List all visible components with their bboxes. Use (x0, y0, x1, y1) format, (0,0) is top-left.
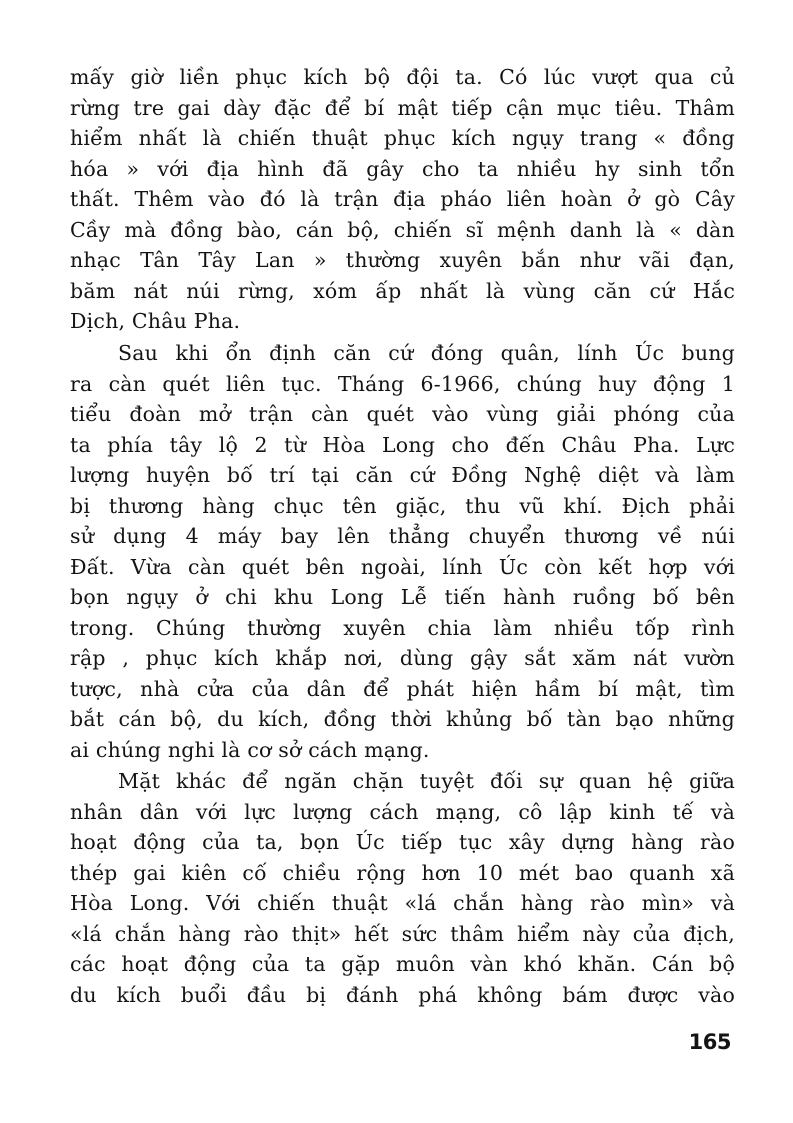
paragraph-3 (70, 766, 735, 1010)
paragraph-2-line-10: trong. Chúng thường xuyên chia làm nhiều tốp rình (70, 615, 735, 640)
paragraph-2-line-4: ta phía tây lộ 2 từ Hòa Long cho đến Châu Pha. Lực (70, 432, 735, 457)
paragraph-1-line-2: rừng tre gai dày đặc để bí mật tiếp cận mục tiêu. Thâm (70, 95, 735, 120)
paragraph-2-line-6: bị thương hàng chục tên giặc, thu vũ khí. Địch phải (70, 493, 735, 518)
paragraph-2-line-9: bọn ngụy ở chi khu Long Lễ tiến hành ruồng bố bên (70, 585, 735, 609)
paragraph-1-line-4: hóa » với địa hình đã gây cho ta nhiều hy sinh tổn (70, 156, 735, 181)
paragraph-1-line-9: Dịch, Châu Pha. (70, 309, 241, 333)
paragraph-2-line-14: ai chúng nghi là cơ sở cách mạng. (70, 737, 430, 762)
paragraph-1-line-6: Cầy mà đồng bào, cán bộ, chiến sĩ mệnh danh là « dàn (70, 217, 735, 242)
paragraph-2-line-2: ra càn quét liên tục. Tháng 6-1966, chúng huy động 1 (70, 371, 735, 396)
paragraph-2-line-12: tược, nhà cửa của dân để phát hiện hầm bí mật, tìm (70, 676, 735, 701)
paragraph-2-line-1: Sau khi ổn định căn cứ đóng quân, lính Úc bung (118, 341, 735, 365)
paragraph-3-line-6: «lá chắn hàng rào thịt» hết sức thâm hiểm này của địch, (70, 921, 735, 946)
paragraph-3-line-1: Mặt khác để ngăn chặn tuyệt đối sự quan hệ giữa (118, 769, 735, 793)
paragraph-3-line-8: du kích buổi đầu bị đánh phá không bám được vào (70, 982, 735, 1007)
paragraph-1-line-7: nhạc Tân Tây Lan » thường xuyên bắn như vãi đạn, (70, 248, 735, 272)
paragraph-3-line-5: Hòa Long. Với chiến thuật «lá chắn hàng rào mìn» và (70, 891, 735, 915)
paragraph-1-line-8: băm nát núi rừng, xóm ấp nhất là vùng căn cứ Hắc (70, 278, 735, 303)
paragraph-2-line-7: sử dụng 4 máy bay lên thẳng chuyển thương về núi (70, 524, 735, 548)
paragraph-2-line-11: rập , phục kích khắp nơi, dùng gậy sắt xăm nát vườn (70, 646, 735, 670)
paragraph-1-line-1: mấy giờ liền phục kích bộ đội ta. Có lúc vượt qua củ (70, 65, 735, 89)
paragraph-2 (70, 338, 735, 765)
paragraph-3-line-4: thép gai kiên cố chiều rộng hơn 10 mét bao quanh xã (70, 860, 735, 885)
page-number: 165 (688, 1030, 731, 1054)
paragraph-3-line-3: hoạt động của ta, bọn Úc tiếp tục xây dựng hàng rào (70, 830, 735, 854)
paragraph-3-line-7: các hoạt động của ta gặp muôn vàn khó khăn. Cán bộ (70, 952, 735, 976)
paragraph-1-line-5: thất. Thêm vào đó là trận địa pháo liên hoàn ở gò Cây (70, 187, 735, 211)
paragraph-2-line-8: Đất. Vừa càn quét bên ngoài, lính Úc còn kết hợp với (70, 554, 735, 579)
paragraph-1 (70, 62, 735, 337)
paragraph-2-line-13: bắt cán bộ, du kích, đồng thời khủng bố tàn bạo những (70, 707, 735, 731)
paragraph-1-line-3: hiểm nhất là chiến thuật phục kích ngụy trang « đồng (70, 126, 735, 150)
paragraph-2-line-5: lượng huyện bố trí tại căn cứ Đồng Nghệ diệt và làm (70, 463, 735, 487)
paragraph-2-line-3: tiểu đoàn mở trận càn quét vào vùng giải phóng của (70, 402, 735, 426)
paragraph-3-line-2: nhân dân với lực lượng cách mạng, cô lập kinh tế và (70, 799, 735, 824)
